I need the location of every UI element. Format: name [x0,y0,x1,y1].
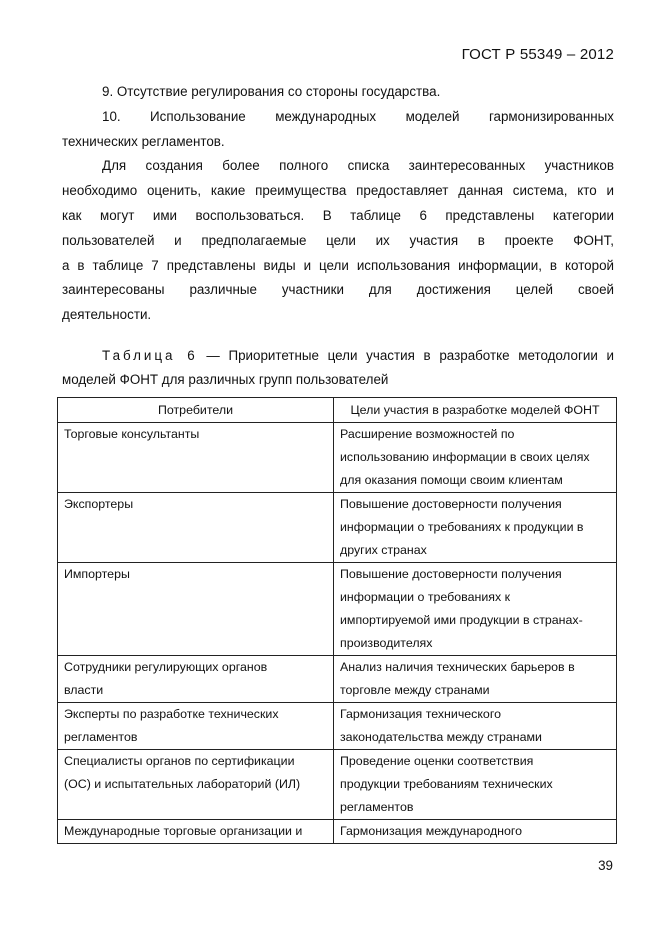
cell-line: торговле между странами [340,683,490,697]
goal-cell [334,703,617,750]
table-label: Таблица 6 [102,348,198,363]
paragraph-line: как могут ими воспользоваться. В таблице 6 представлены категории [62,207,614,223]
consumer-cell [58,493,334,563]
cell-line: Расширение возможностей по [340,427,515,441]
cell-line: Гармонизация технического [340,707,501,721]
list-item-9: 9. Отсутствие регулирования со стороны государства. [102,84,441,99]
cell-line: регламентов [340,800,414,814]
table-header-row [58,398,617,423]
paragraph-line: заинтересованы различные участники для достижения целей своей [62,282,614,298]
table-caption-text: — Приоритетные цели участия в разработке методологии и [197,348,614,363]
table-row [58,820,617,844]
consumer-cell [58,820,334,844]
goal-cell [334,656,617,703]
table-row [58,423,617,493]
cell-line: Торговые консультанты [64,427,200,441]
page-number: 39 [598,858,613,873]
goal-cell [334,493,617,563]
paragraph-line: необходимо оценить, какие преимущества предоставляет данная система, кто и [62,183,614,199]
document-header: ГОСТ Р 55349 – 2012 [461,46,614,63]
cell-line: для оказания помощи своим клиентам [340,473,563,487]
goal-cell [334,563,617,656]
cell-line: Повышение достоверности получения [340,567,562,581]
table-row [58,493,617,563]
cell-line: Эксперты по разработке технических [64,707,279,721]
list-item-10-line-2: технических регламентов. [62,133,225,149]
paragraph-line: а в таблице 7 представлены виды и цели использования информации, в которой [62,257,614,273]
cell-line: Гармонизация международного [340,824,523,838]
table-row [58,703,617,750]
paragraph-line: пользователей и предполагаемые цели их участия в проекте ФОНТ, [62,232,614,248]
cell-line: Международные торговые организации и [64,824,303,838]
cell-line: Проведение оценки соответствия [340,754,534,768]
consumer-cell [58,563,334,656]
consumer-cell [58,423,334,493]
consumer-cell [58,656,334,703]
table-row [58,563,617,656]
goal-cell [334,750,617,820]
cell-line: импортируемой ими продукции в странах- [340,613,583,627]
cell-line: власти [64,683,104,697]
cell-line: информации о требованиях к продукции в [340,520,584,534]
cell-line: Импортеры [64,567,130,581]
column-header-goals: Цели участия в разработке моделей ФОНТ [334,398,617,423]
consumer-cell [58,750,334,820]
stakeholders-table [57,397,617,844]
cell-line: Повышение достоверности получения [340,497,562,511]
table-caption [62,344,614,392]
table-caption-line-1 [62,344,614,368]
paragraph-line: деятельности. [62,307,152,323]
consumer-cell [58,703,334,750]
cell-line: Анализ наличия технических барьеров в [340,660,575,674]
cell-line: Специалисты органов по сертификации [64,754,295,768]
table-caption-line-2: моделей ФОНТ для различных групп пользователей [62,372,389,387]
cell-line: продукции требованиям технических [340,777,553,791]
table-row [58,750,617,820]
cell-line: Сотрудники регулирующих органов [64,660,268,674]
cell-line: (ОС) и испытательных лабораторий (ИЛ) [64,777,301,791]
list-item-10-line-1: 10. Использование международных моделей гармонизированных [102,108,614,124]
column-header-consumers: Потребители [58,398,334,423]
paragraph [62,154,614,328]
cell-line: законодательства между странами [340,730,542,744]
paragraph-line: Для создания более полного списка заинтересованных участников [102,158,614,174]
goal-cell [334,820,617,844]
cell-line: использованию информации в своих целях [340,450,590,464]
cell-line: регламентов [64,730,138,744]
cell-line: производителях [340,636,433,650]
cell-line: Экспортеры [64,497,134,511]
cell-line: других странах [340,543,427,557]
cell-line: информации о требованиях к [340,590,511,604]
goal-cell [334,423,617,493]
table-row [58,656,617,703]
body-text [62,80,614,328]
